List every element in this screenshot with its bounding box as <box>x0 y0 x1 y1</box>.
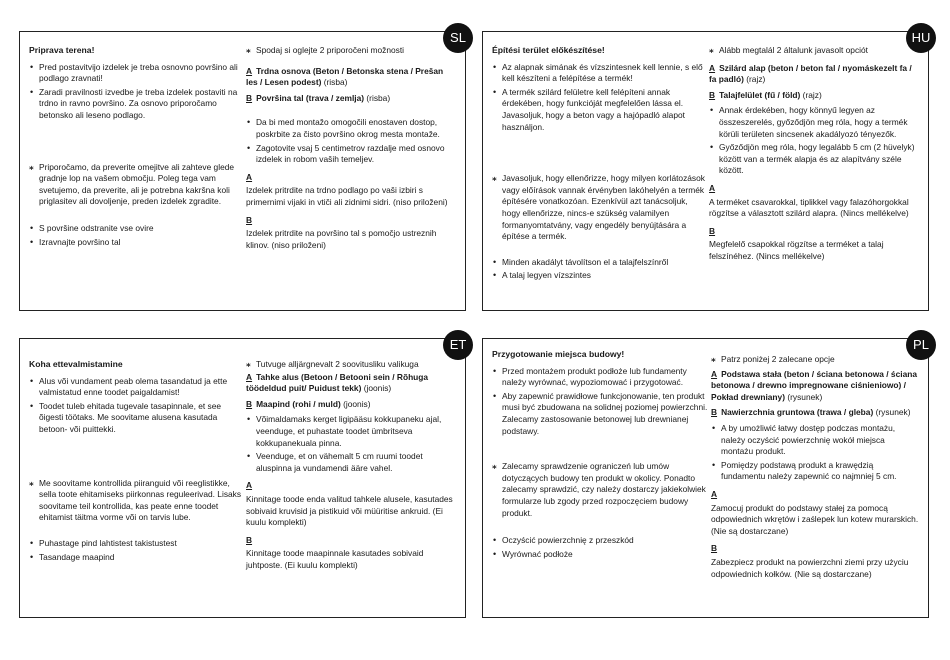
option-a: A Szilárd alap (beton / beton fal / nyomáskezelt fa / fa padló) (rajz) <box>709 62 912 85</box>
asterisk-icon: ⁎ <box>246 45 251 55</box>
asterisk-icon: ⁎ <box>711 354 716 364</box>
options-intro: ⁎ Spodaj si oglejte 2 priporočeni možnosti <box>246 45 405 55</box>
list-item: • A termék szilárd felületre kell felépíteni annak érdekében, hogy funkcióját megfelelően lássa el. Javasoljuk, hogy a beton vagy a hajópadló alapot használjon. <box>492 87 708 133</box>
regulation-note: ⁎ Priporočamo, da preverite omejitve ali zahteve glede gradnje lop na vašem območju. Poleg tega vam svetujemo, da preverite, ali je potrebna kakršna koli priglasitev ali dovoljenje, preden izdelek zgradite. <box>29 161 235 207</box>
list-item: • Võimaldamaks kerget ligipääsu kokkupaneku ajal, veenduge, et puhastate toodet ümbritseva kokkupanekuala pinna. <box>246 414 456 449</box>
language-badge-pl: PL <box>906 330 936 360</box>
list-item: • Pred postavitvijo izdelek je treba osnovno površino ali podlago zravnati! <box>29 62 245 85</box>
panel-hu <box>482 31 929 311</box>
option-b: B Nawierzchnia gruntowa (trawa / gleba) (rysunek) <box>711 407 911 418</box>
list-item: • Izravnajte površino tal <box>29 237 245 249</box>
method-a-letter: A <box>711 488 718 499</box>
list-item: • Pomiędzy podstawą produkt a krawędzią fundamentu należy zapewnić co najmniej 5 cm. <box>711 460 919 483</box>
panel-sl <box>19 31 466 311</box>
section-title-pl: Przygotowanie miejsca budowy! <box>492 349 625 359</box>
asterisk-icon: ⁎ <box>492 461 497 472</box>
language-badge-hu: HU <box>906 23 936 53</box>
list-item: • Minden akadályt távolítson el a talajfelszínről <box>492 257 708 269</box>
option-a: A Podstawa stała (beton / ściana betonowa / ściana betonowa / drewno impregnowane ciśnieniowo) / Pokład drewniany) (rysunek) <box>711 368 917 402</box>
list-item: • Wyrównać podłoże <box>492 549 708 561</box>
right-column-et <box>246 359 456 572</box>
method-a-letter: A <box>709 182 716 193</box>
panel-et <box>19 338 466 618</box>
section-title-sl: Priprava terena! <box>29 45 95 55</box>
method-b-text: Kinnitage toode maapinnale kasutades sobivaid juhtposte. (Ei kuulu komplekti) <box>246 548 424 570</box>
right-column-hu <box>709 45 919 263</box>
list-item: • Aby zapewnić prawidłowe funkcjonowanie, ten produkt musi być zbudowana na solidnej poziomej powierzchni. Zalecamy zastosowanie betonowej lub drewnianej podstawy. <box>492 391 708 437</box>
asterisk-icon: ⁎ <box>246 359 251 369</box>
list-item: • Da bi med montažo omogočili enostaven dostop, poskrbite za čisto površino okrog mesta montaže. <box>246 117 456 140</box>
language-badge-sl: SL <box>443 23 473 53</box>
left-column-hu <box>492 45 708 284</box>
method-a-letter: A <box>246 480 253 491</box>
list-item: • Annak érdekében, hogy könnyű legyen az összeszerelés, győződjön meg róla, hogy a termék körüli területen sincsenek akadályozó tényezők. <box>709 105 919 140</box>
method-a-text: Kinnitage toode enda valitud tahkele alusele, kasutades sobivaid kruvisid ja pistikuid või müüritise ankruid. (Ei kuulu komplekti) <box>246 493 453 528</box>
method-b-text: Zabezpiecz produkt na powierzchni ziemi przy użyciu odpowiednich kołków. (Nie są dostarczane) <box>711 556 909 579</box>
method-b-letter: B <box>246 214 253 225</box>
list-item: • Tasandage maapind <box>29 552 243 564</box>
method-a-text: Izdelek pritrdite na trdno podlago po vaši izbiri s primernimi vijaki in vtiči ali zidnimi sidri. (niso priloženi) <box>246 185 448 207</box>
regulation-note: ⁎ Zalecamy sprawdzenie ograniczeń lub umów dotyczących budowy ten produkt w okolicy. Ponadto zalecamy sprawdzić, czy należy dostarczy jakiekolwiek formularze lub zgody przed rozpoczęciem budowy produkt. <box>492 461 706 518</box>
list-item: • S površine odstranite vse ovire <box>29 223 245 235</box>
left-column-sl <box>29 45 245 250</box>
list-item: • Przed montażem produkt podłoże lub fundamenty należy wyrównać, wypoziomować i przygotować. <box>492 366 708 389</box>
method-b-letter: B <box>246 534 253 545</box>
options-intro: ⁎ Tutvuge allјärgnevalt 2 soovitusliku valikuga <box>246 359 419 369</box>
method-b-letter: B <box>711 543 718 554</box>
option-b: B Površina tal (trava / zemlja) (risba) <box>246 92 391 103</box>
left-column-pl <box>492 349 708 562</box>
right-column-sl <box>246 45 456 251</box>
list-item: • Toodet tuleb ehitada tugevale tasapinnale, et see õigesti töötaks. Me soovitame alusena kasutada betoon- või puittekki. <box>29 401 243 436</box>
section-title-et: Koha ettevalmistamine <box>29 359 123 369</box>
language-badge-et: ET <box>443 330 473 360</box>
method-b-text: Izdelek pritrdite na površino tal s pomočjo ustreznih klinov. (niso priloženi) <box>246 228 437 250</box>
option-a: A Tahke alus (Betoon / Betooni sein / Rõhuga töödeldud puit/ Puidust tekk) (joonis) <box>246 371 429 394</box>
asterisk-icon: ⁎ <box>492 173 497 184</box>
options-intro: ⁎ Alább megtalál 2 általunk javasolt opciót <box>709 45 868 55</box>
option-a: A Trdna osnova (Beton / Betonska stena / Prešan les / Lesen podest) (risba) <box>246 65 444 88</box>
asterisk-icon: ⁎ <box>29 161 34 172</box>
method-a-text: A terméket csavarokkal, tiplikkel vagy falazóhorgokkal rögzítse a választott szilárd alapra. (Nincs mellékelve) <box>709 196 909 219</box>
list-item: • Oczyścić powierzchnię z przeszkód <box>492 535 708 547</box>
regulation-note: ⁎ Javasoljuk, hogy ellenőrizze, hogy milyen korlátozások vagy előírások vannak érvényben lakóhelyén a termék építésére vonatkozóan. Ezenkívül azt tanácsoljuk, hogy ellenőrizze, nincs-e szükség valamilyen formanyomtatvány, vagy engedély benyújtására a építése a termék. <box>492 173 705 242</box>
options-intro: ⁎ Patrz poniżej 2 zalecane opcje <box>711 354 835 364</box>
method-b-letter: B <box>709 225 716 236</box>
panel-pl <box>482 338 929 618</box>
regulation-note: ⁎ Me soovitame kontrollida piiranguid või reeglistikke, sella toote ehitamiseks piirkonnas regulеerivad. Lisaks soovitame teil kontrollida, kas peate enne toodet ehitamist täitma vorme või on tarvis lube. <box>29 477 242 523</box>
right-column-pl <box>711 354 919 580</box>
method-a-letter: A <box>246 171 253 182</box>
section-title-hu: Építési terület előkészítése! <box>492 45 605 55</box>
asterisk-icon: ⁎ <box>709 45 714 55</box>
method-b-text: Megfelelő csapokkal rögzítse a terméket a talaj felszínéhez. (Nincs mellékelve) <box>709 239 884 261</box>
list-item: • Zaradi pravilnosti izvedbe je treba izdelek postaviti na trdno in ravno površino. Za osnovo priporočamo betonsko ali leseno podlago. <box>29 87 245 122</box>
list-item: • Veenduge, et on vähemalt 5 cm ruumi toodet aluspinna ja vundamendi äärе vahel. <box>246 451 456 474</box>
option-b: B Maapind (rohi / muld) (joonis) <box>246 398 371 409</box>
list-item: • Alus või vundament peab olema tasandatud ja ette valmistatud enne toodet paigaldamist! <box>29 376 243 399</box>
list-item: • Győződjön meg róla, hogy legalább 5 cm (2 hüvelyk) között van a termék alapja és az alapítvány széle között. <box>709 142 919 177</box>
list-item: • A by umożliwić łatwy dostęp podczas montażu, należy oczyścić powierzchnię wokół miejsca montażu produkt. <box>711 423 919 458</box>
method-a-text: Zamocuj produkt do podstawy stałej za pomocą odpowiednich wkrętów i zaślepek lun kotew murarskich. (Nie są dostarczane) <box>711 502 919 536</box>
list-item: • A talaj legyen vízszintes <box>492 270 708 282</box>
list-item: • Puhastage pind lahtistest takistustest <box>29 538 243 550</box>
list-item: • Zagotovite vsaj 5 centimetrov razdalje med osnovo izdelek in robom vaših temeljev. <box>246 143 456 166</box>
asterisk-icon: ⁎ <box>29 477 34 488</box>
list-item: • Az alapnak simának és vízszintesnek kell lennie, s elő kell készíteni a felépítése a termék! <box>492 62 708 85</box>
left-column-et <box>29 359 243 565</box>
option-b: B Talajfelület (fű / föld) (rajz) <box>709 89 822 100</box>
